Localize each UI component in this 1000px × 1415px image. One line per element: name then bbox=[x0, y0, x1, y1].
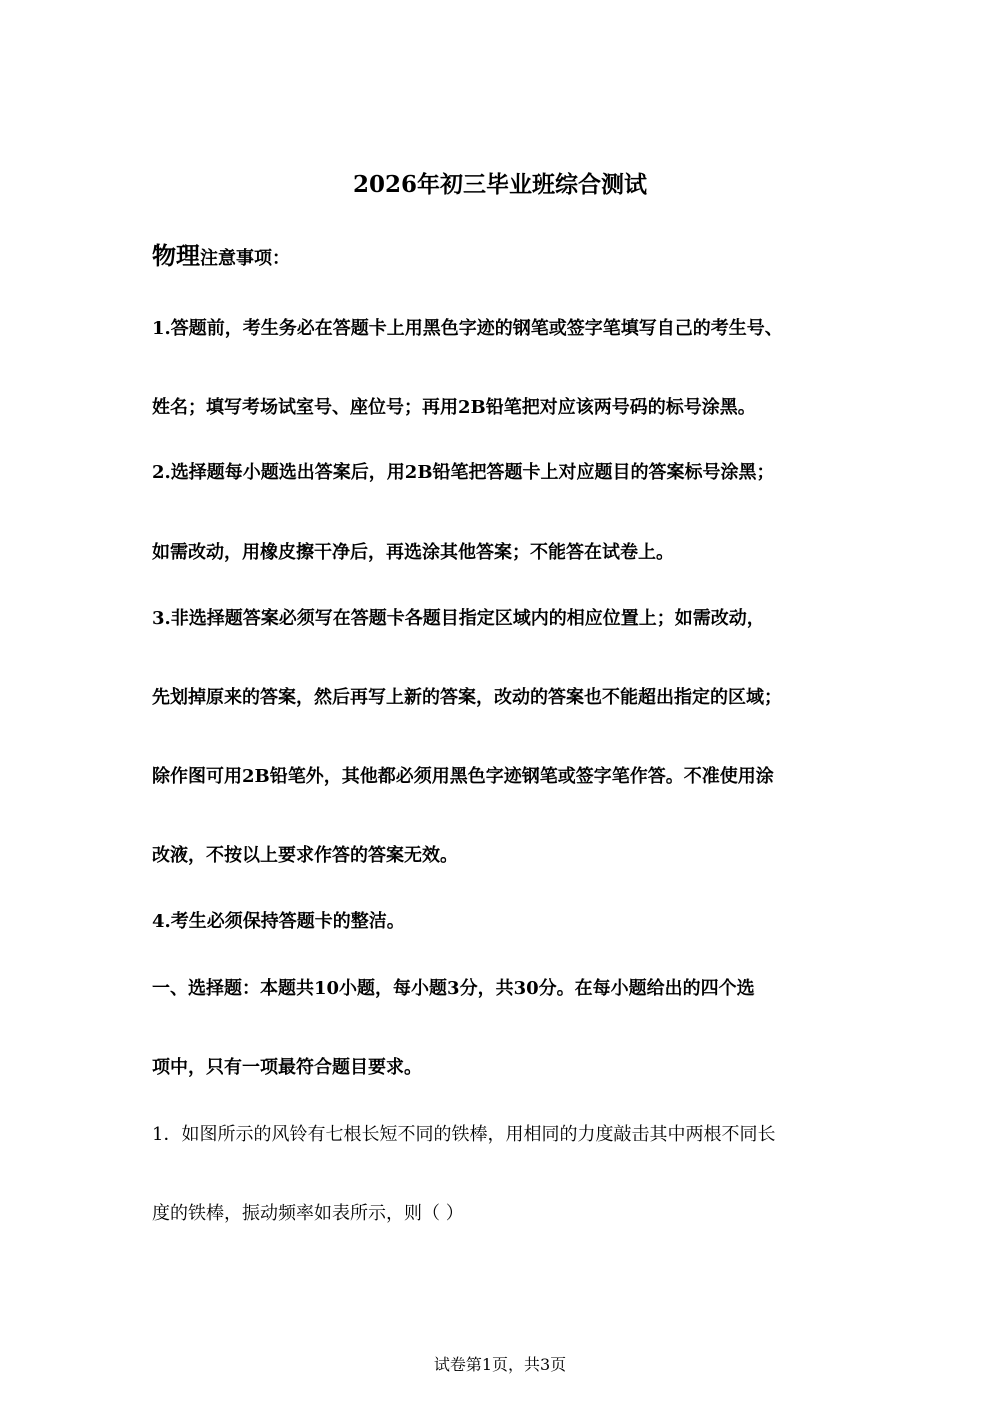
notice-line: 除作图可用2B铅笔外，其他都必须用黑色字迹钢笔或签字笔作答。不准使用涂 bbox=[152, 766, 774, 787]
question-line: 度的铁棒，振动频率如表所示，则（ ） bbox=[152, 1203, 464, 1224]
subject-label: 物理 bbox=[152, 242, 200, 270]
question-line: 1．如图所示的风铃有七根长短不同的铁棒，用相同的力度敲击其中两根不同长 bbox=[152, 1124, 776, 1145]
notice-line: 姓名；填写考场试室号、座位号；再用2B铅笔把对应该两号码的标号涂黑。 bbox=[152, 397, 756, 418]
exam-title: 2026年初三毕业班综合测试 bbox=[352, 171, 647, 198]
notice-line: 4.考生必须保持答题卡的整洁。 bbox=[152, 911, 405, 932]
notice-line: 改液，不按以上要求作答的答案无效。 bbox=[152, 845, 458, 866]
page-footer: 试卷第1页，共3页 bbox=[433, 1355, 567, 1374]
notice-heading: 注意事项： bbox=[200, 248, 290, 269]
section-heading-line: 项中，只有一项最符合题目要求。 bbox=[152, 1057, 422, 1078]
notice-line: 如需改动，用橡皮擦干净后，再选涂其他答案；不能答在试卷上。 bbox=[152, 542, 674, 563]
notice-line: 3.非选择题答案必须写在答题卡各题目指定区域内的相应位置上；如需改动， bbox=[152, 608, 765, 629]
notice-line: 1.答题前，考生务必在答题卡上用黑色字迹的钢笔或签字笔填写自己的考生号、 bbox=[152, 318, 783, 339]
section-heading-line: 一、选择题：本题共10小题，每小题3分，共30分。在每小题给出的四个选 bbox=[152, 978, 755, 999]
notice-line: 先划掉原来的答案，然后再写上新的答案，改动的答案也不能超出指定的区域； bbox=[152, 687, 782, 708]
subject-notice-header bbox=[152, 238, 290, 277]
notice-line: 2.选择题每小题选出答案后，用2B铅笔把答题卡上对应题目的答案标号涂黑； bbox=[152, 462, 775, 483]
